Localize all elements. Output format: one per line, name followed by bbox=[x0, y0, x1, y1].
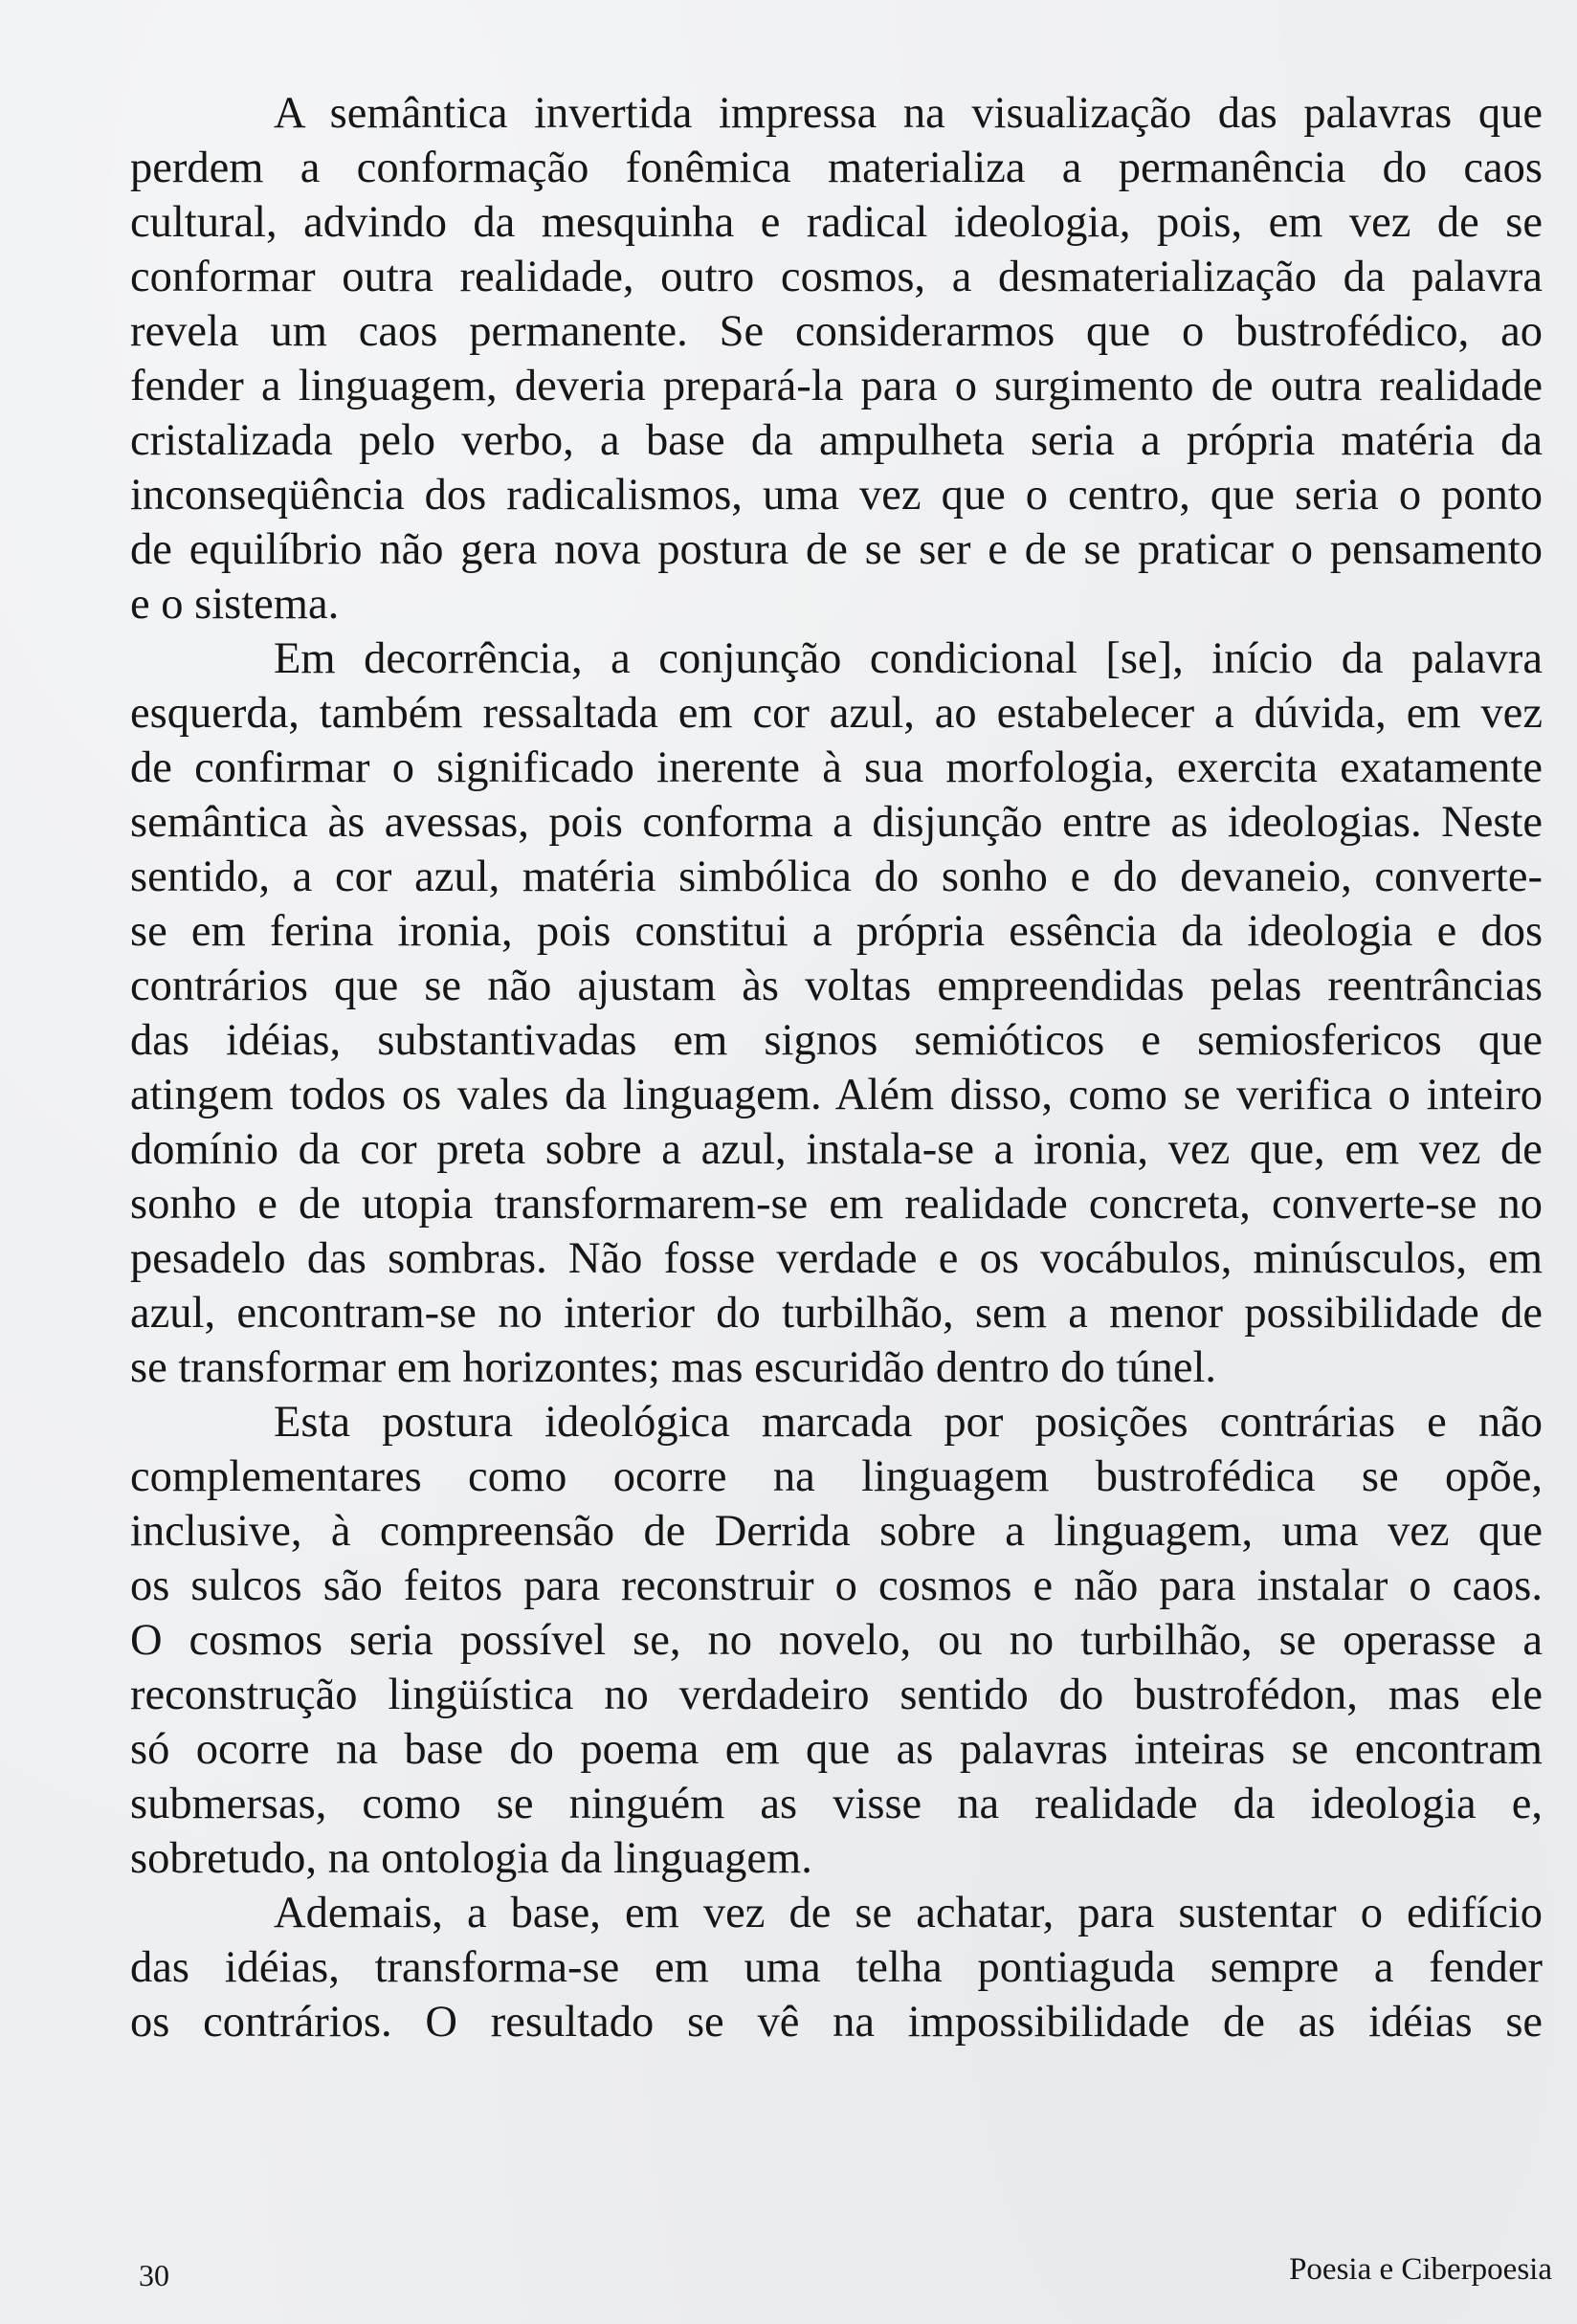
text-line: esquerda, também ressaltada em cor azul, ao estabelecer a dúvida, em vez bbox=[130, 689, 1543, 738]
text-line: conformar outra realidade, outro cosmos, a desmaterialização da palavra bbox=[130, 253, 1544, 301]
text-line: cultural, advindo da mesquinha e radical ideologia, pois, em vez de se bbox=[130, 198, 1544, 247]
text-line: de confirmar o significado inerente à sua morfologia, exercita exatamente bbox=[130, 743, 1543, 792]
text-line: inclusive, à compreensão de Derrida sobre a linguagem, uma vez que bbox=[130, 1507, 1543, 1556]
paragraph bbox=[130, 86, 1543, 631]
text-line: contrários que se não ajustam às voltas empreendidas pelas reentrâncias bbox=[130, 962, 1543, 1010]
text-line: de equilíbrio não gera nova postura de se ser e de se praticar o pensamento bbox=[130, 525, 1543, 574]
text-line: revela um caos permanente. Se considerarmos que o bustrofédico, ao bbox=[130, 307, 1543, 356]
text-line: os contrários. O resultado se vê na impossibilidade de as idéias se bbox=[130, 1998, 1544, 2047]
text-line: das idéias, substantivadas em signos semióticos e semiosfericos que bbox=[130, 1016, 1543, 1065]
text-line: se transformar em horizontes; mas escuridão dentro do túnel. bbox=[130, 1343, 1217, 1392]
text-line: cristalizada pelo verbo, a base da ampulheta seria a própria matéria da bbox=[130, 416, 1543, 465]
running-title: Poesia e Ciberpoesia bbox=[1289, 2252, 1552, 2287]
text-line: se em ferina ironia, pois constitui a própria essência da ideologia e dos bbox=[130, 907, 1544, 956]
text-line: semântica às avessas, pois conforma a disjunção entre as ideologias. Neste bbox=[130, 798, 1544, 847]
paragraph bbox=[130, 1395, 1543, 1886]
paragraph bbox=[130, 1886, 1543, 2049]
text-line: das idéias, transforma-se em uma telha pontiaguda sempre a fender bbox=[130, 1943, 1544, 1992]
text-line: sobretudo, na ontologia da linguagem. bbox=[130, 1834, 812, 1883]
text-line: e o sistema. bbox=[130, 580, 340, 629]
text-line: submersas, como se ninguém as visse na realidade da ideologia e, bbox=[130, 1780, 1543, 1828]
text-line: O cosmos seria possível se, no novelo, ou no turbilhão, se operasse a bbox=[130, 1616, 1543, 1665]
text-line: reconstrução lingüística no verdadeiro sentido do bustrofédon, mas ele bbox=[130, 1671, 1543, 1719]
text-line: atingem todos os vales da linguagem. Além disso, como se verifica o inteiro bbox=[130, 1071, 1543, 1119]
text-line: os sulcos são feitos para reconstruir o cosmos e não para instalar o caos. bbox=[130, 1561, 1543, 1610]
paragraph bbox=[130, 631, 1543, 1395]
text-line: só ocorre na base do poema em que as palavras inteiras se encontram bbox=[130, 1725, 1543, 1774]
text-line: inconseqüência dos radicalismos, uma vez que o centro, que seria o ponto bbox=[130, 471, 1544, 520]
text-line: sentido, a cor azul, matéria simbólica do sonho e do devaneio, converte- bbox=[130, 852, 1543, 901]
text-line: perdem a conformação fonêmica materializa a permanência do caos bbox=[130, 144, 1544, 192]
text-line: A semântica invertida impressa na visualização das palavras que bbox=[274, 89, 1543, 138]
text-line: pesadelo das sombras. Não fosse verdade e os vocábulos, minúsculos, em bbox=[130, 1234, 1544, 1283]
text-line: Esta postura ideológica marcada por posições contrárias e não bbox=[274, 1398, 1543, 1447]
text-line: domínio da cor preta sobre a azul, instala-se a ironia, vez que, em vez de bbox=[130, 1125, 1543, 1174]
text-line: Ademais, a base, em vez de se achatar, para sustentar o edifício bbox=[274, 1889, 1544, 1937]
text-line: sonho e de utopia transformarem-se em realidade concreta, converte-se no bbox=[130, 1180, 1543, 1228]
text-line: Em decorrência, a conjunção condicional [se], início da palavra bbox=[274, 634, 1543, 683]
text-line: azul, encontram-se no interior do turbilhão, sem a menor possibilidade de bbox=[130, 1289, 1543, 1338]
text-line: complementares como ocorre na linguagem bustrofédica se opõe, bbox=[130, 1452, 1543, 1501]
text-line: fender a linguagem, deveria prepará-la para o surgimento de outra realidade bbox=[130, 362, 1543, 410]
body-text bbox=[130, 86, 1543, 2049]
page-number: 30 bbox=[139, 2258, 169, 2292]
